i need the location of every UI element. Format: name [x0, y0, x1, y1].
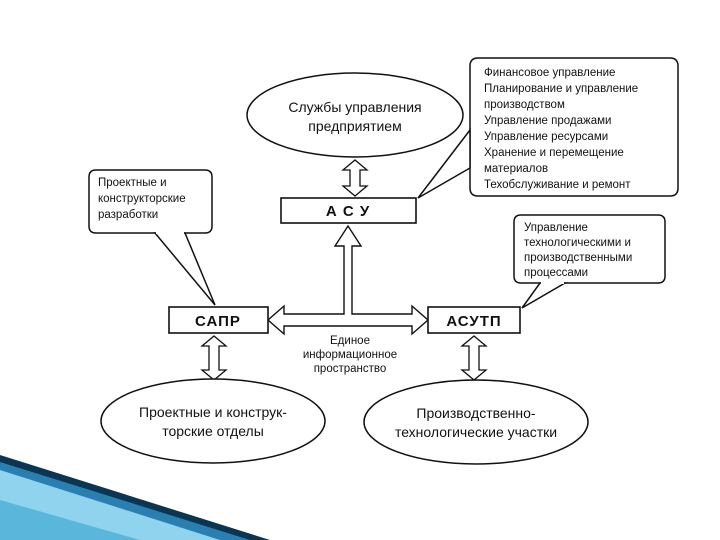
oval-management-services — [247, 73, 463, 157]
center-label-line-3: пространство — [313, 363, 387, 375]
callout-asu-line-4: Управление продажами — [484, 115, 612, 127]
oval-top-line-2: предприятием — [308, 118, 402, 134]
double-arrow-services-asu — [343, 160, 367, 196]
box-asutp-label: АСУТП — [446, 313, 502, 330]
callout-asu-line-2: Планирование и управление — [484, 83, 639, 95]
oval-top-line-1: Службы управления — [288, 99, 422, 115]
box-sapr-label: САПР — [195, 313, 241, 330]
callout-asutp-line-2: технологическими и — [524, 237, 631, 249]
oval-production-sites — [364, 380, 588, 464]
center-label-info-space — [303, 335, 397, 375]
callout-asu-line-6: Хранение и перемещение — [484, 147, 624, 159]
oval-bottom-right-line-2: технологические участки — [394, 424, 558, 440]
center-label-line-2: информационное — [302, 349, 398, 361]
double-arrow-sapr-design — [202, 336, 226, 380]
box-asutp — [428, 307, 520, 333]
oval-bottom-right-line-1: Производственно- — [416, 405, 536, 421]
callout-asutp — [514, 215, 665, 308]
box-asu — [281, 198, 416, 223]
center-label-line-1: Единое — [330, 335, 370, 347]
callout-sapr — [89, 170, 215, 305]
callout-asu-line-8: Техобслуживание и ремонт — [484, 179, 631, 191]
callout-asutp-line-1: Управление — [524, 222, 588, 234]
corner-swoosh-decoration — [0, 455, 270, 540]
callout-asu-line-5: Управление ресурсами — [484, 131, 609, 143]
callout-sapr-line-3: разработки — [98, 209, 159, 221]
oval-design-departments — [101, 379, 325, 463]
callout-sapr-line-1: Проектные и — [98, 177, 167, 189]
callout-asu-line-3: производством — [484, 99, 565, 111]
box-asu-label: А С У — [325, 203, 371, 220]
connector-t-arrow — [268, 226, 428, 334]
oval-bottom-left-line-2: торские отделы — [162, 423, 264, 439]
callout-asutp-line-4: процессами — [524, 267, 589, 279]
oval-bottom-left-line-1: Проектные и конструк- — [139, 404, 287, 420]
callout-asu-line-7: материалов — [484, 163, 549, 175]
box-sapr — [169, 307, 268, 333]
callout-asu-line-1: Финансовое управление — [484, 67, 616, 79]
double-arrow-asutp-production — [462, 336, 486, 380]
callout-asutp-line-3: производственными — [524, 252, 633, 264]
callout-sapr-line-2: конструкторские — [98, 193, 186, 205]
